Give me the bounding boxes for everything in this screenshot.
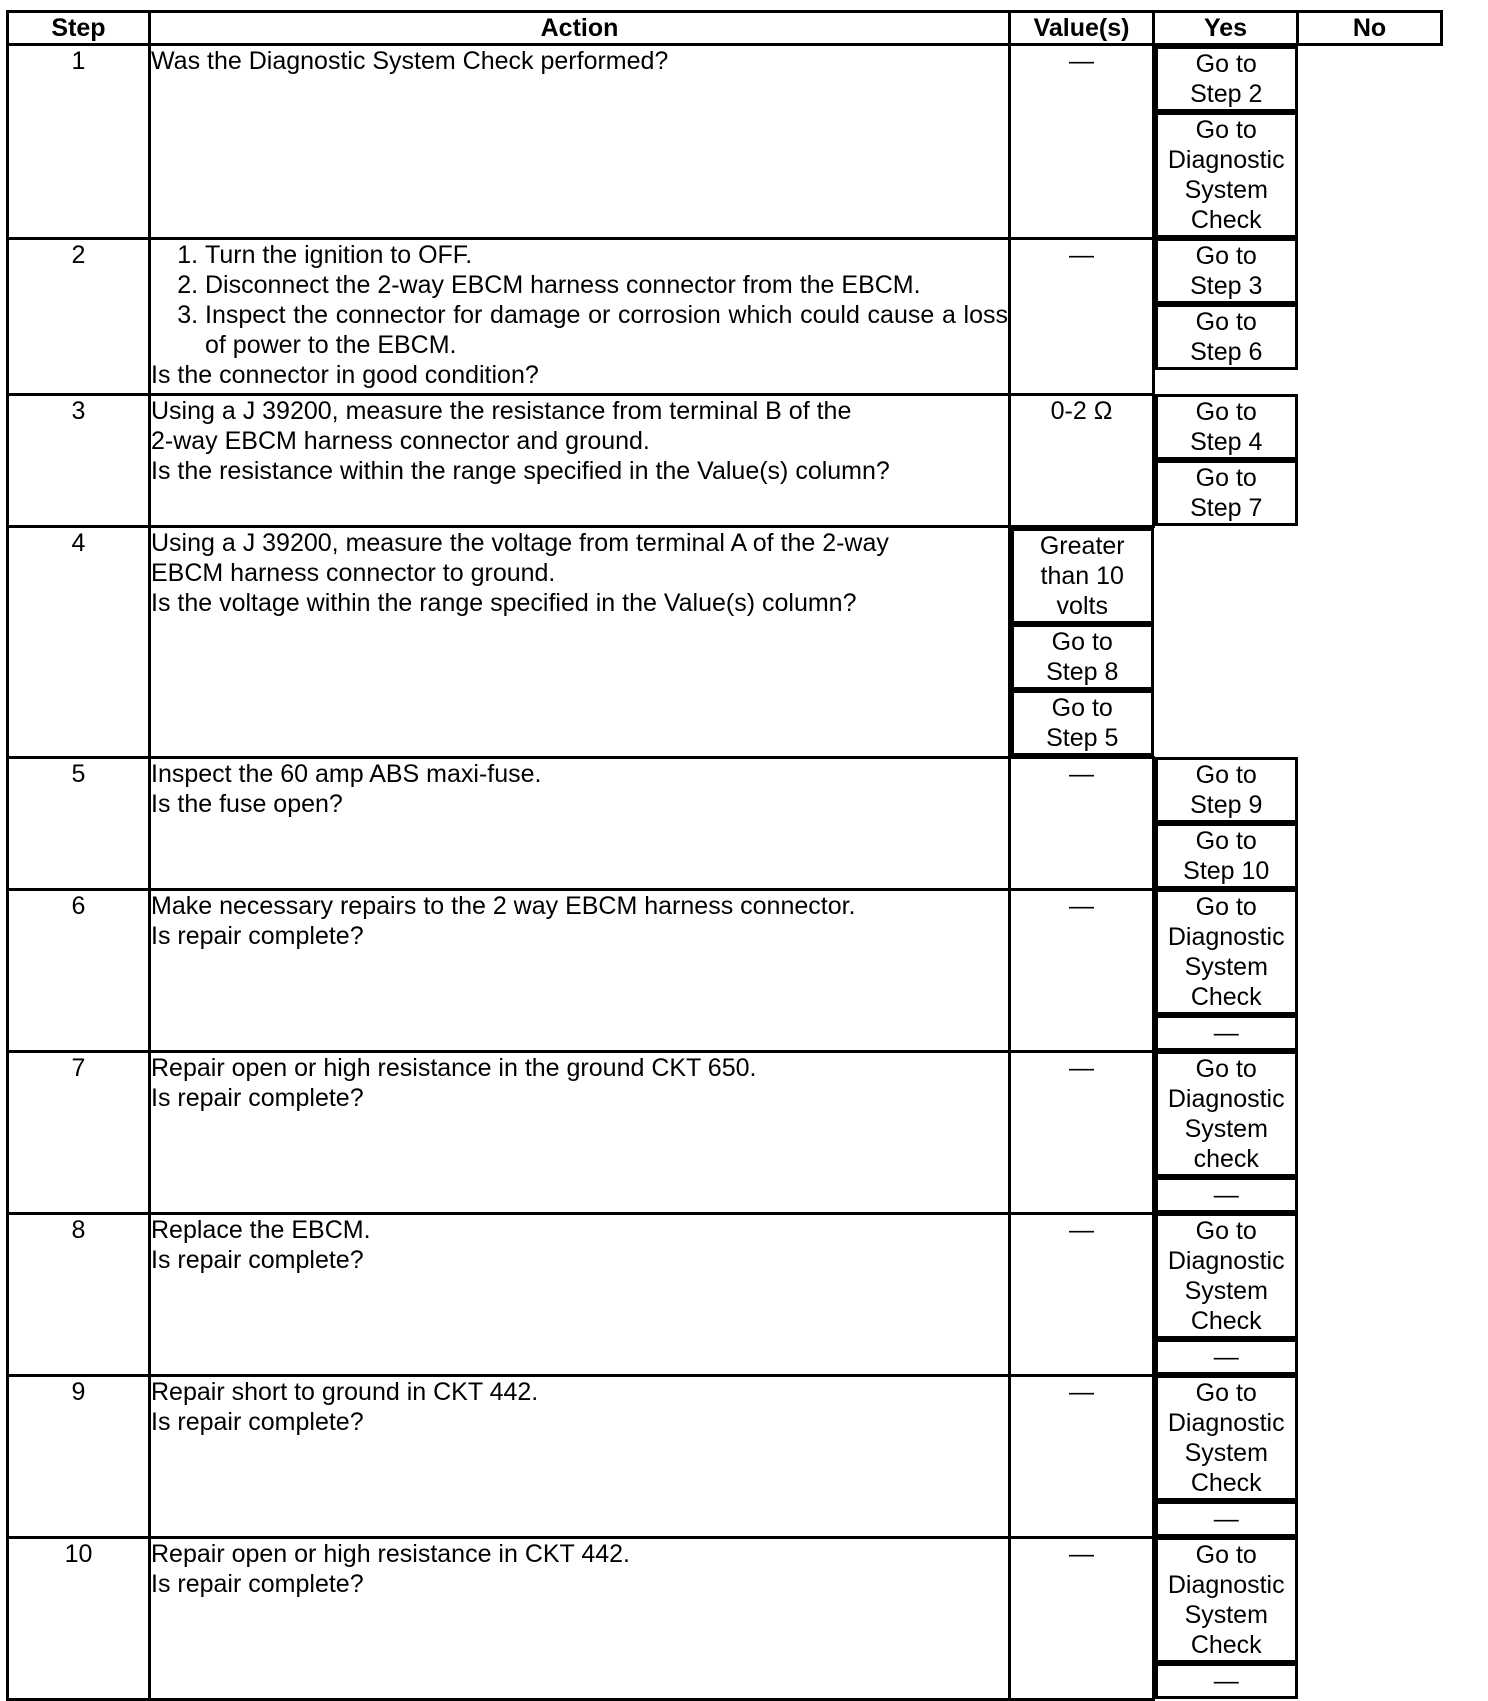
- header-values: Value(s): [1010, 12, 1154, 45]
- action-line: Is repair complete?: [151, 1245, 364, 1274]
- yes-cell: Go to Diagnostic System Check: [1155, 889, 1298, 1015]
- step-number: 8: [8, 1213, 150, 1375]
- no-cell: Go to Step 6: [1155, 304, 1298, 370]
- diagnostic-table: [6, 10, 1443, 1701]
- header-row: [8, 12, 1442, 45]
- yes-cell: Go to Step 2: [1155, 46, 1298, 112]
- yes-cell: Go to Diagnostic System check: [1155, 1051, 1298, 1177]
- action-cell: [150, 1375, 1010, 1537]
- step-number: 10: [8, 1537, 150, 1699]
- table-row: [8, 1375, 1442, 1537]
- no-cell: Go to Step 5: [1011, 690, 1154, 756]
- action-line: Using a J 39200, measure the resistance from terminal B of the: [151, 396, 852, 425]
- step-number: 1: [8, 45, 150, 239]
- action-question: Is the connector in good condition?: [151, 360, 539, 389]
- action-line: Is the fuse open?: [151, 789, 343, 818]
- value-cell: —: [1010, 45, 1154, 239]
- table-row: [8, 45, 1442, 239]
- yes-cell: Go to Diagnostic System Check: [1155, 1213, 1298, 1339]
- no-cell: —: [1155, 1663, 1298, 1699]
- yes-cell: Go to Step 3: [1155, 238, 1298, 304]
- yes-cell: Go to Step 9: [1155, 757, 1298, 823]
- action-line: Was the Diagnostic System Check performed?: [151, 47, 669, 75]
- action-line: Repair open or high resistance in the ground CKT 650.: [151, 1053, 757, 1082]
- action-step: 3. Inspect the connector for damage or corrosion which could cause a loss of power to the EBCM.: [205, 300, 1008, 360]
- table-row: [8, 757, 1442, 889]
- value-cell: —: [1010, 757, 1154, 889]
- table-row: [8, 1051, 1442, 1213]
- no-cell: —: [1155, 1501, 1298, 1537]
- action-cell: [150, 757, 1010, 889]
- action-line: Is repair complete?: [151, 1407, 364, 1436]
- value-cell: Greater than 10 volts: [1011, 528, 1154, 624]
- action-line: EBCM harness connector to ground.: [151, 558, 556, 587]
- header-step: Step: [8, 12, 150, 45]
- action-line: Make necessary repairs to the 2 way EBCM harness connector.: [151, 891, 856, 920]
- yes-cell: Go to Step 4: [1155, 394, 1298, 460]
- action-line: Is repair complete?: [151, 1569, 364, 1598]
- step-number: 6: [8, 889, 150, 1051]
- header-no: No: [1298, 12, 1442, 45]
- no-cell: —: [1155, 1339, 1298, 1375]
- action-cell: [150, 526, 1010, 757]
- yes-cell: Go to Diagnostic System Check: [1155, 1537, 1298, 1663]
- table-row: [8, 889, 1442, 1051]
- action-cell: [150, 394, 1010, 526]
- no-cell: —: [1155, 1177, 1298, 1213]
- header-yes: Yes: [1154, 12, 1298, 45]
- value-cell: —: [1010, 889, 1154, 1051]
- action-cell: [150, 889, 1010, 1051]
- no-cell: Go to Step 7: [1155, 460, 1298, 526]
- action-step: 2. Disconnect the 2-way EBCM harness connector from the EBCM.: [205, 270, 1008, 300]
- action-line: Inspect the 60 amp ABS maxi-fuse.: [151, 759, 542, 788]
- value-cell: —: [1010, 1213, 1154, 1375]
- yes-cell: Go to Diagnostic System Check: [1155, 1375, 1298, 1501]
- no-cell: Go to Step 10: [1155, 823, 1298, 889]
- action-cell: [150, 238, 1010, 394]
- action-steps-list: [151, 240, 1008, 360]
- action-line: Is the resistance within the range specified in the Value(s) column?: [151, 456, 890, 485]
- action-line: Using a J 39200, measure the voltage from terminal A of the 2-way: [151, 528, 889, 557]
- table-row: [8, 1537, 1442, 1699]
- table-row: [8, 1213, 1442, 1375]
- no-cell: —: [1155, 1015, 1298, 1051]
- value-cell: 0-2 Ω: [1010, 394, 1154, 526]
- no-cell: Go to Diagnostic System Check: [1155, 112, 1298, 238]
- step-number: 4: [8, 526, 150, 757]
- action-line: Repair short to ground in CKT 442.: [151, 1377, 539, 1406]
- value-cell: —: [1010, 1537, 1154, 1699]
- step-number: 2: [8, 238, 150, 394]
- action-line: Is repair complete?: [151, 1083, 364, 1112]
- value-cell: —: [1010, 238, 1154, 394]
- action-cell: [150, 1537, 1010, 1699]
- step-number: 3: [8, 394, 150, 526]
- header-action: Action: [150, 12, 1010, 45]
- step-number: 5: [8, 757, 150, 889]
- table-row: [8, 238, 1442, 394]
- step-number: 9: [8, 1375, 150, 1537]
- action-cell: [150, 45, 1010, 239]
- table-row: [8, 526, 1442, 757]
- action-line: Replace the EBCM.: [151, 1215, 371, 1244]
- table-row: [8, 394, 1442, 526]
- action-line: Repair open or high resistance in CKT 442.: [151, 1539, 630, 1568]
- step-number: 7: [8, 1051, 150, 1213]
- value-cell: —: [1010, 1051, 1154, 1213]
- action-line: 2-way EBCM harness connector and ground.: [151, 426, 650, 455]
- value-cell: —: [1010, 1375, 1154, 1537]
- action-cell: [150, 1213, 1010, 1375]
- action-step: 1. Turn the ignition to OFF.: [205, 240, 1008, 270]
- action-line: Is the voltage within the range specified in the Value(s) column?: [151, 588, 857, 617]
- action-cell: [150, 1051, 1010, 1213]
- yes-cell: Go to Step 8: [1011, 624, 1154, 690]
- action-line: Is repair complete?: [151, 921, 364, 950]
